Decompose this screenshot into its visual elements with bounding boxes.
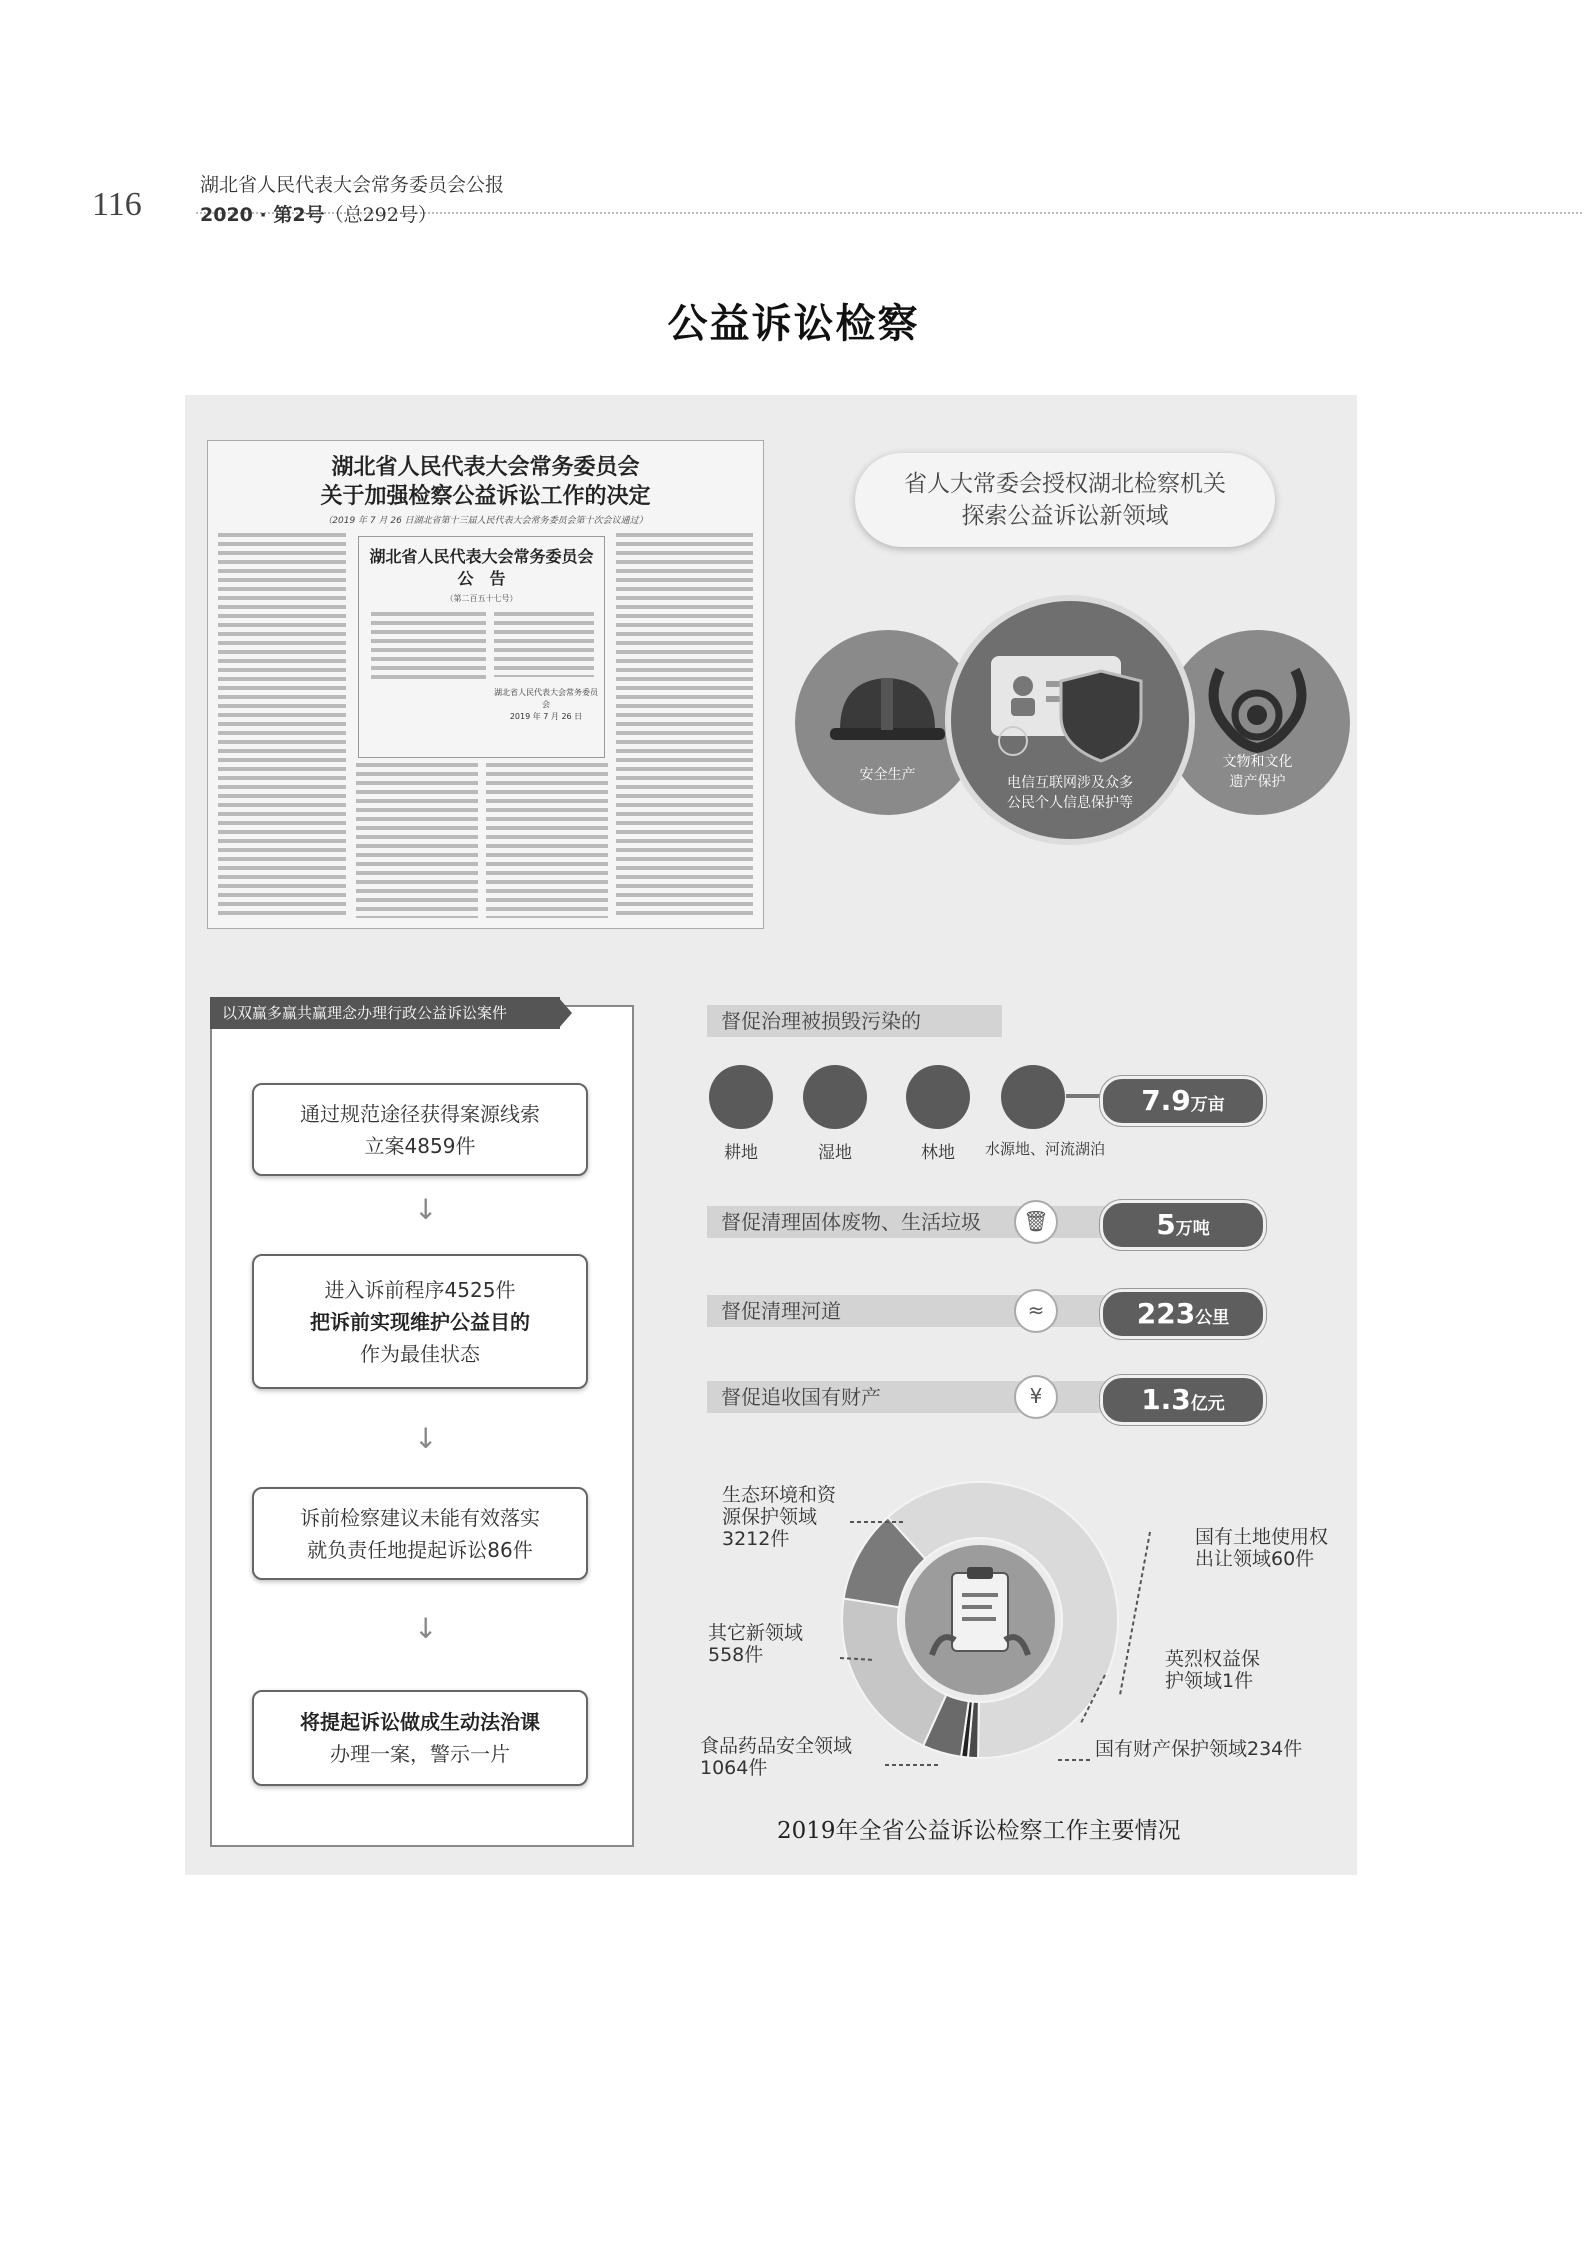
donut-label-ecology-line3: 3212件 — [722, 1528, 790, 1550]
newspaper-date-line: （2019 年 7 月 26 日湖北省第十三届人民代表大会常务委员会第十次会议通过） — [323, 516, 648, 526]
stat-pill-property — [1100, 1375, 1266, 1425]
stat-unit-property: 亿元 — [1190, 1394, 1225, 1414]
publication-title: 湖北省人民代表大会常务委员会公报 — [200, 174, 505, 196]
page-title: 公益诉讼检察 — [667, 300, 920, 347]
notice-title — [359, 546, 604, 590]
land-label-wetland: 湿地 — [818, 1143, 852, 1163]
donut-label-property: 国有财产保护领域234件 — [1095, 1738, 1303, 1760]
stat-bar-river: 督促清理河道 — [707, 1295, 1257, 1327]
donut-label-ecology — [722, 1484, 836, 1550]
notice-text — [494, 612, 594, 677]
flow-step-2 — [252, 1254, 588, 1389]
issue-total: （总292号） — [324, 204, 437, 226]
farmland-photo — [709, 1065, 773, 1129]
river-icon: ≈ — [1014, 1289, 1058, 1333]
stat-pill-waste — [1100, 1200, 1266, 1250]
newspaper-headline-line2: 关于加强检察公益诉讼工作的决定 — [320, 483, 651, 509]
chart-title: 2019年全省公益诉讼检察工作主要情况 — [777, 1818, 1181, 1844]
wetland-photo — [803, 1065, 867, 1129]
flow-step-1-line2: 立案4859件 — [364, 1133, 476, 1158]
donut-label-other-line2: 558件 — [708, 1644, 764, 1666]
down-arrow-icon: ↓ — [414, 1612, 438, 1645]
domain-relic-label-line1: 文物和文化 — [1222, 754, 1293, 770]
flow-step-1 — [252, 1083, 588, 1176]
flow-tag-arrow — [558, 997, 572, 1029]
domain-relic-label-line2: 遗产保护 — [1229, 774, 1286, 790]
donut-label-ecology-line2: 源保护领域 — [722, 1506, 818, 1528]
flow-step-4-line2: 办理一案，警示一片 — [330, 1742, 510, 1766]
header-rule-gap — [152, 205, 194, 219]
donut-label-other-line1: 其它新领域 — [708, 1622, 804, 1644]
newspaper-text-column — [356, 763, 478, 918]
notice-title-line1: 湖北省人民代表大会常务委员会 — [369, 547, 594, 566]
notice-title-line2: 公 告 — [457, 569, 506, 588]
down-arrow-icon: ↓ — [414, 1193, 438, 1226]
domain-privacy-label — [951, 773, 1189, 813]
donut-label-heroes-line1: 英烈权益保 — [1165, 1648, 1261, 1670]
stat-pill-river — [1100, 1289, 1266, 1339]
money-bag-icon: ¥ — [1014, 1375, 1058, 1419]
stat-unit-river: 公里 — [1195, 1308, 1230, 1328]
notice-number: （第二百五十七号） — [445, 594, 518, 603]
newspaper-clipping — [207, 440, 764, 929]
authorization-title-line1: 省人大常委会授权湖北检察机关 — [904, 471, 1226, 497]
land-value: 7.9 — [1141, 1084, 1191, 1117]
down-arrow-icon: ↓ — [414, 1422, 438, 1455]
stat-value-waste: 5 — [1156, 1208, 1176, 1241]
domain-privacy-label-line2: 公民个人信息保护等 — [1007, 795, 1133, 811]
domain-privacy-label-line1: 电信互联网涉及众多 — [1007, 775, 1133, 791]
land-unit: 万亩 — [1190, 1095, 1225, 1115]
donut-label-heroes-line2: 护领域1件 — [1165, 1670, 1254, 1692]
donut-label-land-line1: 国有土地使用权 — [1195, 1526, 1329, 1548]
domain-privacy-circle — [945, 595, 1195, 845]
flow-step-1-line1: 通过规范途径获得案源线索 — [300, 1101, 540, 1126]
newspaper-text-column — [486, 763, 608, 918]
issue-number: 2020 · 第2号 — [200, 204, 325, 226]
donut-label-heroes — [1165, 1648, 1260, 1692]
newspaper-text-column — [218, 533, 346, 918]
flow-step-2-line2: 把诉前实现维护公益目的 — [310, 1309, 530, 1334]
forest-photo — [906, 1065, 970, 1129]
land-label-water: 水源地、河流湖泊 — [984, 1140, 1105, 1158]
domain-relic-label — [1165, 752, 1350, 792]
flow-step-4 — [252, 1690, 588, 1786]
land-label-farmland: 耕地 — [724, 1143, 758, 1163]
stat-value-river: 223 — [1136, 1297, 1196, 1330]
trash-bin-icon: 🗑 — [1014, 1200, 1058, 1244]
domain-safety-label: 安全生产 — [859, 767, 916, 783]
water-source-photo — [1001, 1065, 1065, 1129]
donut-label-other — [708, 1622, 803, 1666]
notice-date: 2019 年 7 月 26 日 — [509, 712, 583, 721]
authorization-title-line2: 探索公益诉讼新领域 — [961, 503, 1169, 529]
donut-label-food — [700, 1735, 852, 1779]
flow-tag: 以双赢多赢共赢理念办理行政公益诉讼案件 — [210, 997, 560, 1029]
stat-bar-property: 督促追收国有财产 — [707, 1381, 1257, 1413]
pollution-heading: 督促治理被损毁污染的 — [707, 1005, 1002, 1037]
newspaper-notice-box — [358, 536, 605, 758]
flow-step-3-line1: 诉前检察建议未能有效落实 — [300, 1505, 540, 1530]
notice-text — [371, 612, 486, 682]
flow-step-3 — [252, 1487, 588, 1580]
donut-label-food-line2: 1064件 — [700, 1757, 768, 1779]
newspaper-headline — [208, 453, 763, 511]
donut-label-food-line1: 食品药品安全领域 — [700, 1735, 853, 1757]
newspaper-headline-line1: 湖北省人民代表大会常务委员会 — [331, 454, 640, 480]
notice-signature — [494, 687, 598, 723]
donut-label-land — [1195, 1526, 1328, 1570]
donut-label-land-line2: 出让领域60件 — [1195, 1548, 1315, 1570]
flow-step-3-line2: 就负责任地提起诉讼86件 — [307, 1537, 533, 1562]
stat-unit-waste: 万吨 — [1175, 1219, 1210, 1239]
flow-step-2-line3: 作为最佳状态 — [360, 1341, 480, 1366]
land-label-forest: 林地 — [921, 1143, 955, 1163]
flow-step-2-line1: 进入诉前程序4525件 — [324, 1277, 516, 1302]
notice-signer: 湖北省人民代表大会常务委员会 — [494, 688, 598, 709]
stat-bar-waste: 督促清理固体废物、生活垃圾 — [707, 1206, 1257, 1238]
donut-label-ecology-line1: 生态环境和资 — [722, 1484, 837, 1506]
publication-issue — [200, 200, 437, 227]
land-value-pill — [1100, 1076, 1266, 1126]
authorization-title — [855, 453, 1275, 547]
stat-value-property: 1.3 — [1141, 1383, 1191, 1416]
newspaper-text-column — [616, 533, 753, 918]
flow-step-4-line1: 将提起诉讼做成生动法治课 — [300, 1710, 540, 1734]
page-number: 116 — [92, 186, 142, 223]
